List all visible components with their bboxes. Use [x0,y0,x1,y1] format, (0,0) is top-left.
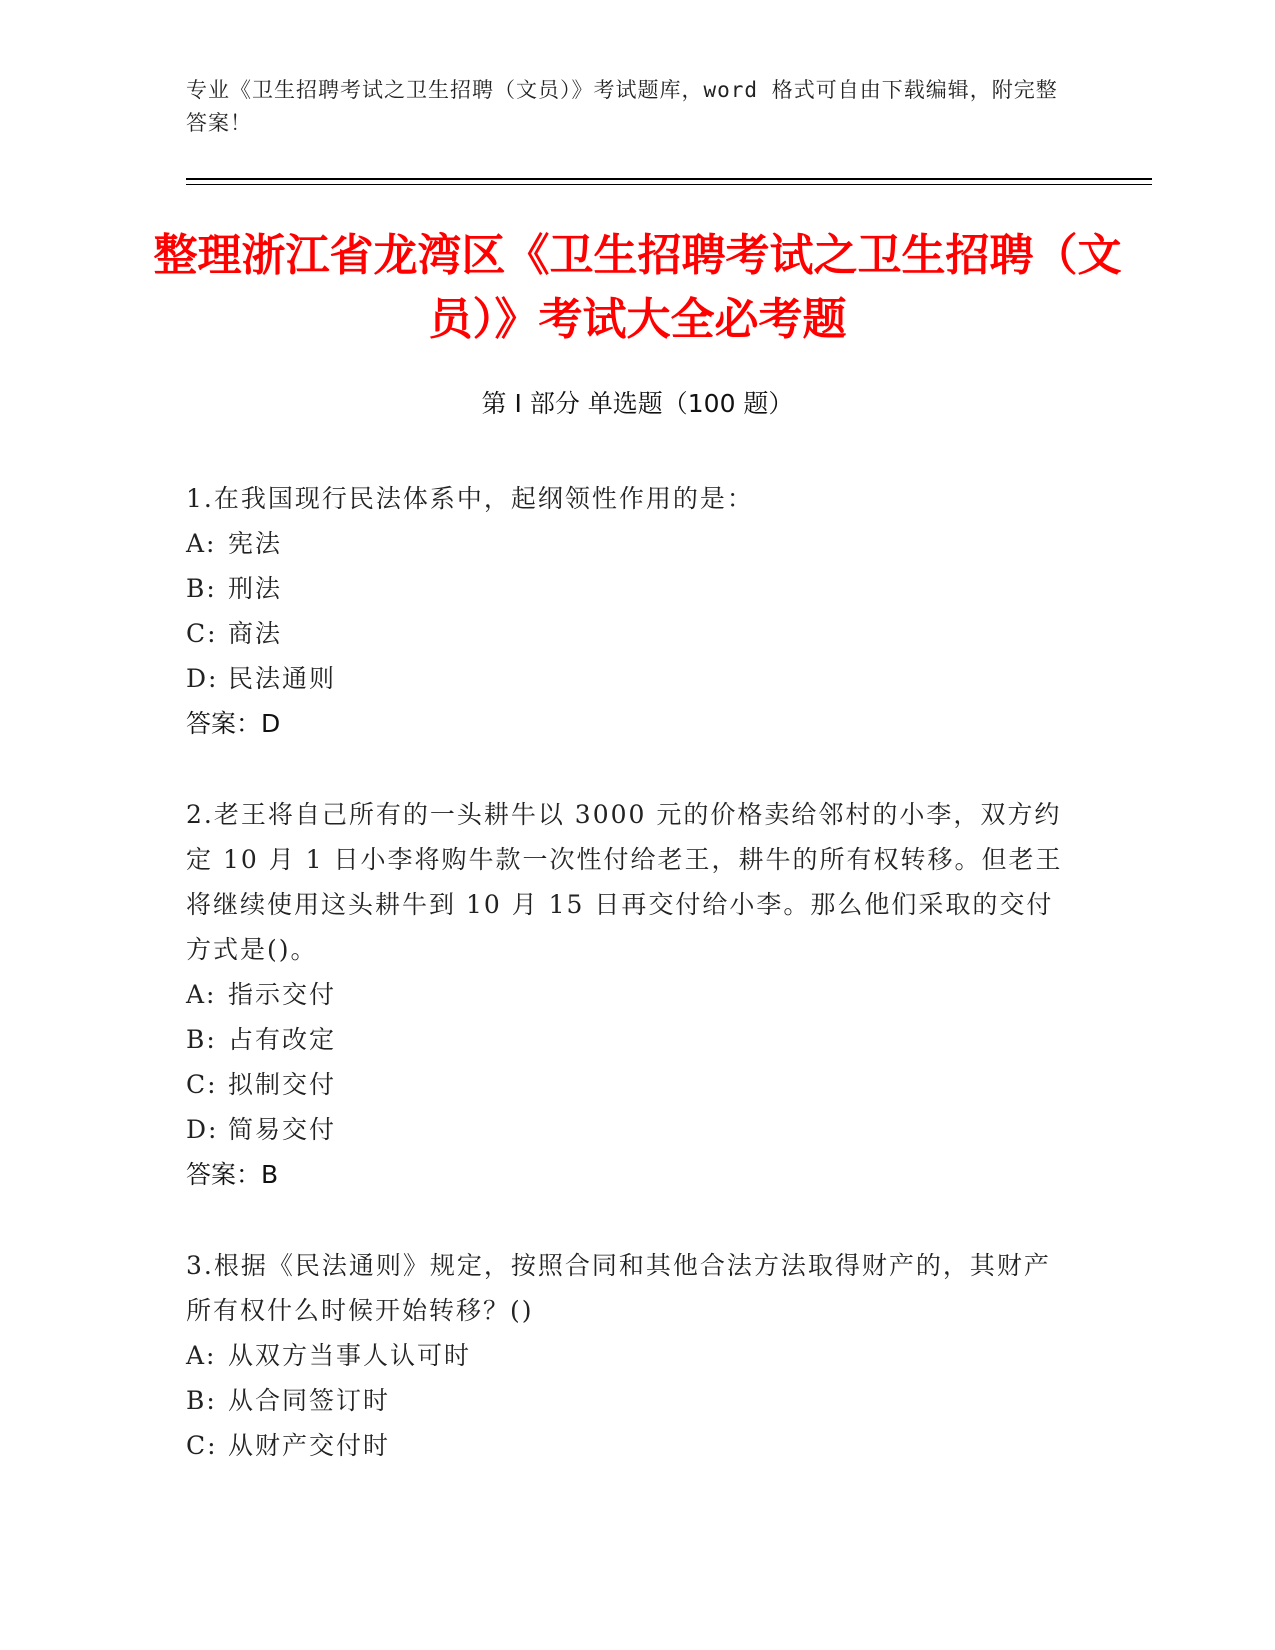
option-letter: A: [186,529,217,558]
option-letter: A: [186,1341,217,1370]
option-text: 拟制交付 [228,1070,337,1099]
question-text: 2.老王将自己所有的一头耕牛以 3000 元的价格卖给邻村的小李，双方约定 10 月 1 日小李将购牛款一次性付给老王，耕牛的所有权转移。但老王将继续使用这头耕牛到 10 月 15 日再交付给小李。那么他们采取的交付方式是()。 [186,800,1063,964]
option-b [186,1378,1066,1423]
option-text: 民法通则 [228,664,337,693]
option-b [186,566,1066,611]
question-2 [186,792,1066,1197]
option-letter: A: [186,980,217,1009]
option-text: 简易交付 [228,1115,337,1144]
question-list [186,476,1066,1514]
option-d [186,1107,1066,1152]
answer: 答案：B [186,1160,279,1189]
option-letter: B: [186,574,217,603]
answer: 答案：D [186,709,281,738]
header-note: 专业《卫生招聘考试之卫生招聘（文员）》考试题库，word 格式可自由下载编辑，附完整答案！ [186,78,1058,135]
question-3 [186,1243,1066,1468]
header-rule-thin [186,184,1152,185]
question-text: 3.根据《民法通则》规定，按照合同和其他合法方法取得财产的，其财产所有权什么时候开始转移？() [186,1251,1051,1325]
option-text: 从合同签订时 [228,1386,391,1415]
option-text: 指示交付 [228,980,337,1009]
option-letter: D: [186,1115,219,1144]
option-c [186,1062,1066,1107]
option-letter: D: [186,664,219,693]
option-letter: C: [186,619,218,648]
option-text: 宪法 [228,529,283,558]
header-rule-thick [186,178,1152,180]
option-text: 刑法 [228,574,283,603]
option-text: 从财产交付时 [228,1431,391,1460]
option-a [186,972,1066,1017]
document-title: 整理浙江省龙湾区《卫生招聘考试之卫生招聘（文员）》考试大全必考题 [153,230,1122,345]
option-text: 占有改定 [228,1025,337,1054]
question-text: 1.在我国现行民法体系中，起纲领性作用的是： [186,484,754,513]
option-letter: C: [186,1431,218,1460]
option-c [186,1423,1066,1468]
section-title: 第 I 部分 单选题（100 题） [481,389,794,418]
option-c [186,611,1066,656]
option-a [186,521,1066,566]
option-d [186,656,1066,701]
option-b [186,1017,1066,1062]
option-letter: B: [186,1025,217,1054]
option-letter: C: [186,1070,218,1099]
option-letter: B: [186,1386,217,1415]
option-text: 从双方当事人认可时 [228,1341,472,1370]
option-text: 商法 [228,619,283,648]
question-1 [186,476,1066,746]
option-a [186,1333,1066,1378]
